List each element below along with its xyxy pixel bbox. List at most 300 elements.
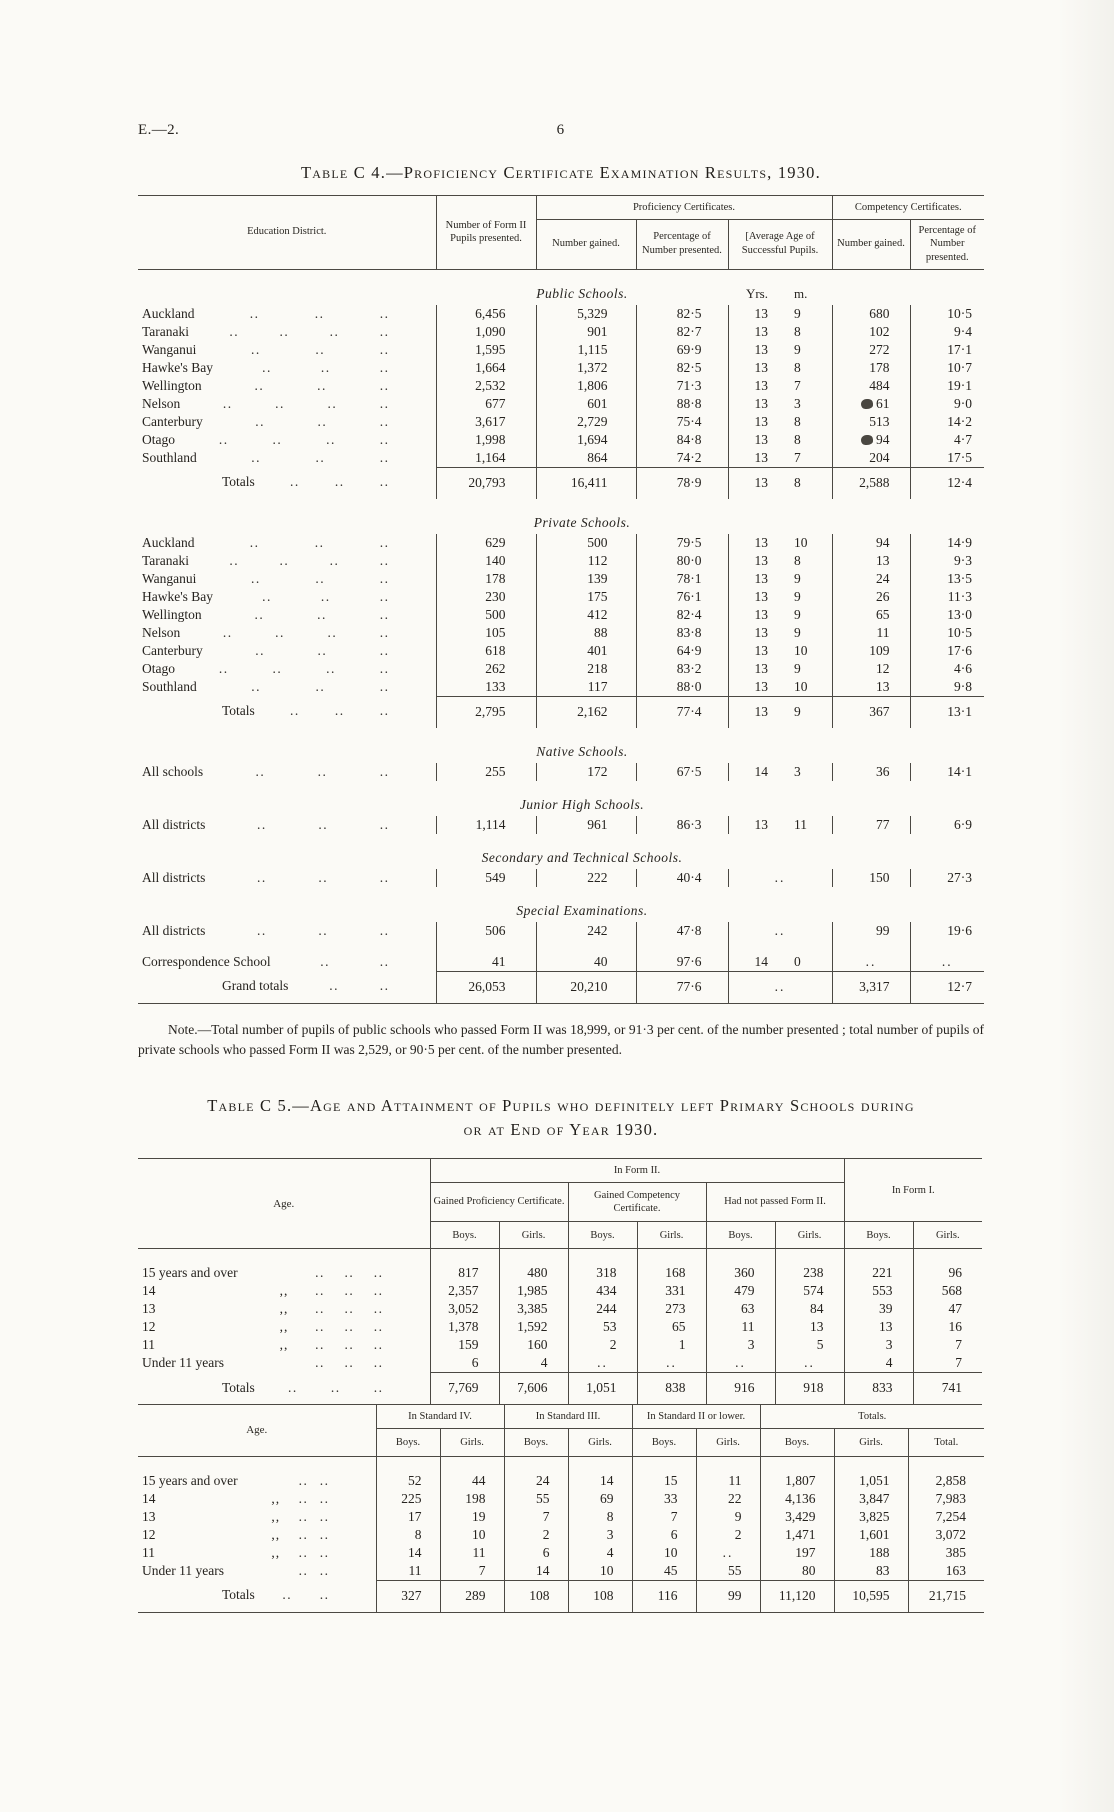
cell-percentage: 69·9 [636, 341, 728, 359]
col-header-boys: Boys. [706, 1221, 775, 1249]
cell-percentage: 80·0 [636, 552, 728, 570]
dot-leader: .. [379, 763, 390, 779]
table-row [138, 1490, 984, 1508]
dot-leader: .. [327, 624, 338, 640]
table-row [138, 1508, 984, 1526]
cell-value: 47 [913, 1300, 982, 1318]
dot-leader: .. [279, 323, 290, 339]
dot-leader: .. [298, 1508, 309, 1524]
table-row [138, 552, 984, 570]
col-header-average-age: [Average Age of Successful Pupils. [728, 219, 832, 269]
dot-leader: .. [344, 1337, 355, 1353]
age-months: 7 [794, 449, 801, 465]
table-row [138, 413, 984, 431]
age-months: 7 [794, 377, 801, 393]
cell-value: 65 [637, 1318, 706, 1336]
col-header-boys: Boys. [632, 1429, 696, 1457]
row-label [138, 1508, 376, 1526]
cell-competency-gained: 99 [832, 922, 910, 940]
district-label [138, 305, 436, 323]
dot-leader: .. [272, 431, 283, 447]
row-label-text: 11 [142, 1337, 155, 1353]
table-row [138, 606, 984, 624]
cell-competency-percentage: 13·5 [910, 570, 984, 588]
cell-value: 52 [376, 1456, 440, 1490]
col-header-girls: Girls. [913, 1221, 982, 1249]
cell-average-age [728, 534, 832, 552]
cell-pupils-presented: 629 [436, 534, 536, 552]
ditto-mark: ,, [279, 1319, 289, 1335]
ditto-mark: ,, [279, 1283, 289, 1299]
cell-competency-gained: 109 [832, 642, 910, 660]
dot-leader: .. [379, 624, 390, 640]
dot-leader: .. [315, 1283, 325, 1299]
spacer-cell [832, 728, 984, 763]
cell-competency-gained: 94 [832, 431, 910, 449]
row-label-text: 14 [142, 1490, 156, 1506]
cell-value: 45 [632, 1562, 696, 1581]
cell-competency-percentage: 17·6 [910, 642, 984, 660]
dot-leader: .. [319, 1490, 330, 1506]
table-row [138, 1300, 982, 1318]
cell-competency-gained: 94 [832, 534, 910, 552]
cell-value: 3,429 [760, 1508, 834, 1526]
dot-leader: .. [379, 869, 390, 885]
cell-value: 3,847 [834, 1490, 908, 1508]
cell-competency-percentage: 12·4 [910, 467, 984, 499]
dot-leader: .. [379, 678, 390, 694]
row-label-text: Otago [142, 660, 175, 676]
ink-blot [861, 435, 873, 445]
age-years: 13 [754, 624, 768, 640]
cell-value: 39 [844, 1300, 913, 1318]
cell-value: 1,471 [760, 1526, 834, 1544]
dot-leader: .. [373, 1319, 384, 1335]
cell-pupils-presented: 2,532 [436, 377, 536, 395]
cell-competency-gained: 102 [832, 323, 910, 341]
dot-leader: .. [275, 624, 285, 640]
cell-value: 238 [775, 1249, 844, 1283]
table-row [138, 1456, 984, 1490]
table-row [138, 1336, 982, 1354]
totals-row [138, 696, 984, 728]
dot-leader: .. [315, 1265, 325, 1281]
dot-leader: .. [314, 305, 325, 321]
totals-row [138, 1373, 982, 1405]
cell-value: 1,592 [499, 1318, 568, 1336]
dot-leader: .. [379, 978, 390, 994]
cell-value: 2,858 [908, 1456, 984, 1490]
cell-average-age [728, 763, 832, 781]
row-label-text: Hawke's Bay [142, 359, 214, 375]
age-years: 13 [754, 642, 768, 658]
cell-value: 10,595 [834, 1580, 908, 1612]
age-units-cell [728, 781, 832, 816]
district-label [138, 449, 436, 467]
cell-number-gained: 2,162 [536, 696, 636, 728]
cell-average-age [728, 467, 832, 499]
cell-value: 10 [568, 1562, 632, 1581]
dot-leader: .. [315, 678, 326, 694]
table-row [138, 940, 984, 972]
dot-leader: .. [329, 323, 340, 339]
dot-leader: .. [251, 449, 261, 465]
dot-leader: .. [318, 816, 329, 832]
row-label-text: All districts [142, 922, 206, 938]
cell-number-gained: 20,210 [536, 971, 636, 1003]
age-years: 14 [754, 763, 768, 779]
row-label-text: Totals [222, 703, 255, 719]
cell-value: 331 [637, 1282, 706, 1300]
cell-number-gained: 139 [536, 570, 636, 588]
cell-value: 480 [499, 1249, 568, 1283]
age-years: 13 [754, 534, 768, 550]
table-row [138, 323, 984, 341]
col-group-standard-4: In Standard IV. [376, 1405, 504, 1428]
section-heading: Special Examinations. [516, 902, 648, 918]
cell-number-gained: 1,694 [536, 431, 636, 449]
cell-value: .. [568, 1354, 637, 1373]
dot-leader: .. [379, 359, 390, 375]
dot-leader: .. [279, 552, 290, 568]
dot-leader: .. [344, 1265, 355, 1281]
cell-number-gained: 1,115 [536, 341, 636, 359]
table-c5-title-line1: Table C 5.—Age and Attainment of Pupils who definitely left Primary Schools during [207, 1096, 915, 1116]
cell-competency-gained: 24 [832, 570, 910, 588]
age-months: 9 [794, 588, 801, 604]
table-row [138, 1544, 984, 1562]
cell-number-gained: 242 [536, 922, 636, 940]
age-years: 13 [754, 359, 768, 375]
row-label-text: Totals [222, 474, 255, 490]
cell-percentage: 82·4 [636, 606, 728, 624]
cell-average-age [728, 696, 832, 728]
district-label [138, 413, 436, 431]
dot-leader: .. [373, 1355, 384, 1371]
dot-leader: .. [329, 552, 340, 568]
row-label-text: Wellington [142, 377, 202, 393]
age-years: 13 [754, 431, 768, 447]
cell-value: .. [637, 1354, 706, 1373]
cell-competency-gained: 11 [832, 624, 910, 642]
dot-leader: .. [344, 1319, 355, 1335]
dot-leader: .. [318, 869, 329, 885]
cell-average-age [728, 660, 832, 678]
col-header-number-gained: Number gained. [832, 219, 910, 269]
cell-pupils-presented: 500 [436, 606, 536, 624]
dot-leader: .. [315, 1355, 325, 1371]
cell-value: 55 [696, 1562, 760, 1581]
age-years: 13 [754, 413, 768, 429]
table-c5-part1 [138, 1158, 982, 1406]
age-years: 14 [754, 953, 768, 969]
cell-pupils-presented: 41 [436, 940, 536, 972]
table-row [138, 570, 984, 588]
spacer-cell [138, 499, 436, 534]
table-row [138, 922, 984, 940]
cell-percentage: 71·3 [636, 377, 728, 395]
dot-leader: .. [326, 431, 336, 447]
cell-value: 4 [844, 1354, 913, 1373]
table-c4-title: Table C 4.—Proficiency Certificate Examination Results, 1930. [301, 163, 821, 182]
cell-value: 4 [499, 1354, 568, 1373]
cell-percentage: 67·5 [636, 763, 728, 781]
dot-leader: .. [257, 869, 267, 885]
row-label [138, 1336, 430, 1354]
district-label [138, 552, 436, 570]
spacer-cell [832, 781, 984, 816]
cell-percentage: 82·5 [636, 305, 728, 323]
district-label [138, 660, 436, 678]
age-years: 13 [754, 588, 768, 604]
age-months: 9 [794, 606, 801, 622]
spacer-cell [138, 269, 436, 305]
cell-value: 55 [504, 1490, 568, 1508]
row-label [138, 1457, 376, 1490]
cell-value: .. [706, 1354, 775, 1373]
row-label [138, 1490, 376, 1508]
cell-value: 53 [568, 1318, 637, 1336]
col-header-girls: Girls. [696, 1429, 760, 1457]
cell-value: 6 [632, 1526, 696, 1544]
row-label [138, 1354, 430, 1372]
dot-leader: .. [320, 953, 331, 969]
section-heading-row [138, 781, 984, 816]
age-years: 13 [754, 395, 768, 411]
age-months: 9 [794, 341, 801, 357]
cell-number-gained: 864 [536, 449, 636, 468]
dot-leader: .. [218, 660, 229, 676]
cell-value: 3 [568, 1526, 632, 1544]
row-label-text: Under 11 years [142, 1562, 224, 1578]
row-label [138, 1282, 430, 1300]
table-row [138, 660, 984, 678]
row-label-text: All districts [142, 869, 206, 885]
district-label [138, 534, 436, 552]
section-heading: Junior High Schools. [519, 796, 645, 812]
cell-value: 96 [913, 1249, 982, 1283]
totals-label [138, 696, 436, 727]
cell-value: 7 [913, 1336, 982, 1354]
dot-leader: .. [317, 763, 328, 779]
cell-pupils-presented: 3,617 [436, 413, 536, 431]
cell-value: 11 [696, 1456, 760, 1490]
dot-leader: .. [255, 642, 265, 658]
cell-value: 289 [440, 1580, 504, 1612]
cell-percentage: 83·8 [636, 624, 728, 642]
totals-label [138, 1580, 376, 1611]
cell-competency-gained: 150 [832, 869, 910, 887]
cell-value: 116 [632, 1580, 696, 1612]
row-label-text: 13 [142, 1508, 156, 1524]
cell-average-age [728, 431, 832, 449]
col-header-girls: Girls. [499, 1221, 568, 1249]
age-units-cell [728, 834, 832, 869]
age-months: 8 [794, 359, 801, 375]
row-label-text: Southland [142, 678, 197, 694]
row-label [138, 1544, 376, 1562]
row-label-text: Totals [222, 1379, 255, 1395]
dot-leader: .. [249, 305, 260, 321]
cell-value: 1,601 [834, 1526, 908, 1544]
age-months: 3 [794, 395, 801, 411]
cell-percentage: 77·6 [636, 971, 728, 1003]
dot-leader: .. [334, 703, 345, 719]
age-units-years: Yrs. [745, 285, 768, 301]
cell-value: 33 [632, 1490, 696, 1508]
ditto-mark: ,, [279, 1337, 289, 1353]
cell-pupils-presented: 2,795 [436, 696, 536, 728]
table-row [138, 642, 984, 660]
cell-value: 14 [504, 1562, 568, 1581]
cell-competency-gained: 484 [832, 377, 910, 395]
cell-value: 188 [834, 1544, 908, 1562]
cell-competency-gained: 36 [832, 763, 910, 781]
table-row [138, 1526, 984, 1544]
dot-leader: .. [282, 1587, 293, 1603]
dot-leader: .. [373, 1337, 384, 1353]
cell-value: 19 [440, 1508, 504, 1526]
age-months: 8 [794, 474, 801, 490]
ink-blot [861, 399, 873, 409]
section-heading-row [138, 728, 984, 763]
cell-competency-percentage: 10·5 [910, 305, 984, 323]
row-label-text: Canterbury [142, 413, 203, 429]
spacer-cell [832, 269, 984, 305]
dot-leader: .. [319, 1526, 330, 1542]
age-months: 8 [794, 413, 801, 429]
cell-competency-percentage: 17·1 [910, 341, 984, 359]
dot-leader: .. [229, 552, 240, 568]
dot-leader: .. [379, 431, 390, 447]
cell-competency-percentage: 9·4 [910, 323, 984, 341]
cell-average-age [728, 642, 832, 660]
cell-number-gained: 40 [536, 940, 636, 972]
cell-value: 273 [637, 1300, 706, 1318]
cell-competency-percentage: 6·9 [910, 816, 984, 834]
table-row [138, 431, 984, 449]
cell-pupils-presented: 133 [436, 678, 536, 697]
age-months: 8 [794, 431, 801, 447]
col-subgroup-gained-proficiency: Gained Proficiency Certificate. [430, 1182, 568, 1221]
cell-competency-gained: 3,317 [832, 971, 910, 1003]
ditto-mark: ,, [271, 1526, 281, 1542]
row-label [138, 1249, 430, 1282]
cell-value: 11 [376, 1562, 440, 1581]
cell-pupils-presented: 1,664 [436, 359, 536, 377]
age-years: 13 [754, 678, 768, 694]
age-years: 13 [754, 377, 768, 393]
cell-percentage: 88·8 [636, 395, 728, 413]
age-months: 10 [794, 642, 808, 658]
cell-value: 197 [760, 1544, 834, 1562]
cell-value: 2 [696, 1526, 760, 1544]
dot-leader: .. [298, 1490, 309, 1506]
age-months: 0 [794, 953, 801, 969]
row-label [138, 1562, 376, 1580]
row-label-text: Grand totals [222, 978, 289, 994]
cell-value: 84 [775, 1300, 844, 1318]
district-label [138, 678, 436, 696]
cell-percentage: 83·2 [636, 660, 728, 678]
cell-pupils-presented: 1,090 [436, 323, 536, 341]
col-header-girls: Girls. [440, 1429, 504, 1457]
cell-pupils-presented: 6,456 [436, 305, 536, 323]
cell-average-age [728, 449, 832, 468]
cell-competency-percentage: 14·9 [910, 534, 984, 552]
dot-leader: .. [298, 1526, 309, 1542]
col-group-proficiency-certificates: Proficiency Certificates. [536, 196, 832, 220]
cell-value: 99 [696, 1580, 760, 1612]
cell-value: 7,983 [908, 1490, 984, 1508]
dot-leader: .. [379, 660, 390, 676]
cell-percentage: 40·4 [636, 869, 728, 887]
cell-competency-percentage: 10·5 [910, 624, 984, 642]
cell-value: 163 [908, 1562, 984, 1581]
row-label-text: 13 [142, 1301, 156, 1317]
col-group-competency-certificates: Competency Certificates. [832, 196, 984, 220]
row-label-text: All districts [142, 816, 206, 832]
age-years: 13 [754, 474, 768, 490]
age-units-cell [728, 499, 832, 534]
dot-leader: .. [315, 1301, 325, 1317]
totals-row [138, 971, 984, 1003]
col-header-pupils-presented: Number of Form II Pupils presented. [436, 196, 536, 270]
cell-value: 63 [706, 1300, 775, 1318]
cell-value: 7,606 [499, 1373, 568, 1405]
cell-average-age: .. [728, 922, 832, 940]
row-label [138, 1300, 430, 1318]
cell-competency-percentage: 12·7 [910, 971, 984, 1003]
cell-pupils-presented: 105 [436, 624, 536, 642]
dot-leader: .. [379, 323, 390, 339]
cell-value: 244 [568, 1300, 637, 1318]
dot-leader: .. [330, 1379, 341, 1395]
cell-pupils-presented: 26,053 [436, 971, 536, 1003]
district-label [138, 323, 436, 341]
dot-leader: .. [251, 341, 261, 357]
cell-pupils-presented: 262 [436, 660, 536, 678]
cell-value: 7,769 [430, 1373, 499, 1405]
dot-leader: .. [320, 588, 331, 604]
dot-leader: .. [319, 1562, 330, 1578]
cell-value: 8 [376, 1526, 440, 1544]
age-months: 9 [794, 660, 801, 676]
row-label-text: Nelson [142, 395, 181, 411]
table-c5-part1-body [138, 1249, 982, 1405]
cell-competency-gained: 680 [832, 305, 910, 323]
dot-leader: .. [262, 359, 272, 375]
cell-average-age [728, 305, 832, 323]
cell-value: 318 [568, 1249, 637, 1283]
table-row [138, 1354, 982, 1373]
cell-value: 327 [376, 1580, 440, 1612]
section-heading-row [138, 834, 984, 869]
row-label-text: Under 11 years [142, 1355, 224, 1371]
cell-value: 7 [632, 1508, 696, 1526]
cell-value: 7 [504, 1508, 568, 1526]
row-label-text: Wanganui [142, 341, 197, 357]
cell-percentage: 75·4 [636, 413, 728, 431]
age-years: 13 [754, 323, 768, 339]
table-row [138, 395, 984, 413]
dot-leader: .. [275, 395, 285, 411]
cell-value: 1,378 [430, 1318, 499, 1336]
age-years: 13 [754, 570, 768, 586]
cell-competency-percentage: 11·3 [910, 588, 984, 606]
cell-percentage: 77·4 [636, 696, 728, 728]
col-subgroup-gained-competency: Gained Competency Certificate. [568, 1182, 706, 1221]
